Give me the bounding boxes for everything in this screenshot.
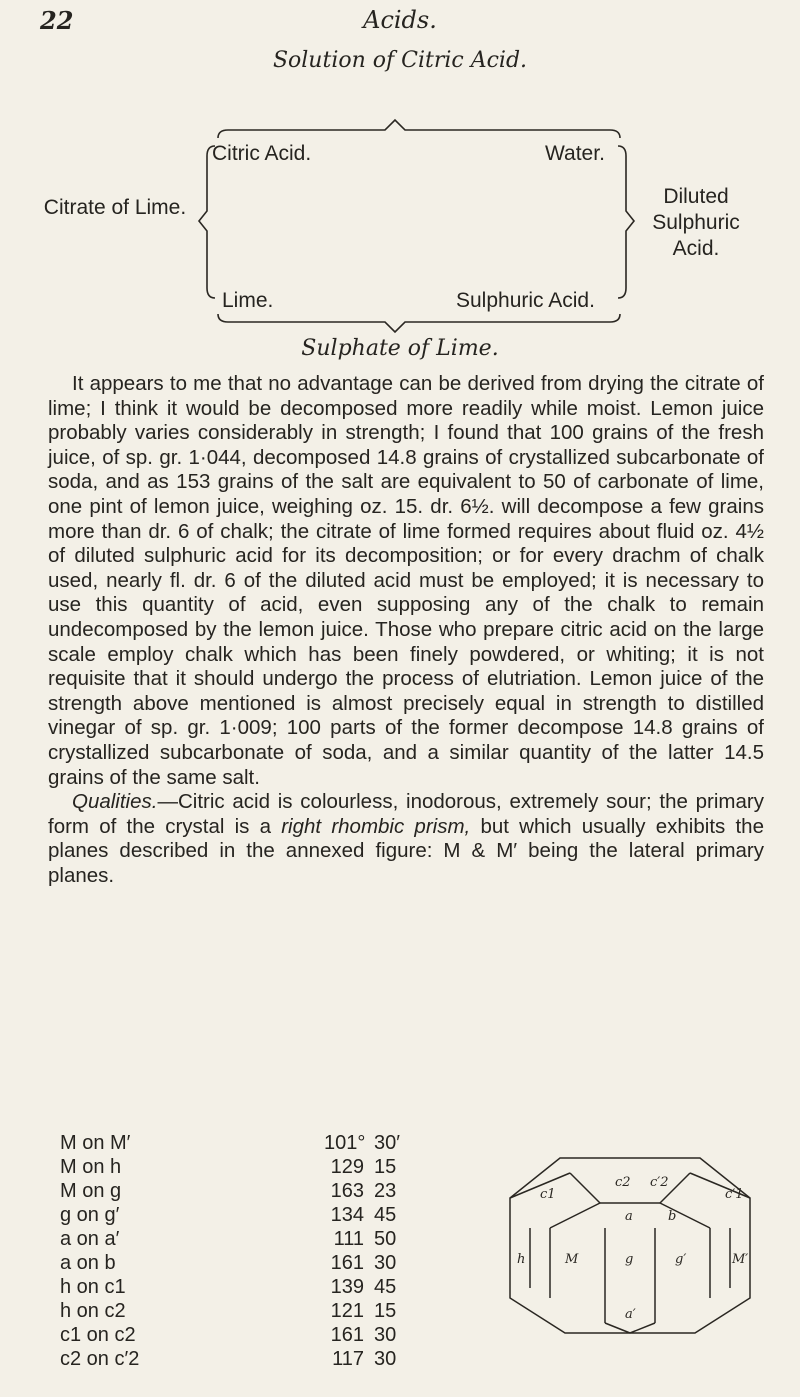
angle-degrees: 163 (330, 1180, 364, 1202)
crystal-edge (630, 1323, 655, 1333)
angle-label: h on c2 (60, 1300, 126, 1322)
angle-label: g on g′ (60, 1204, 120, 1226)
angle-degrees: 134 (330, 1204, 364, 1226)
qualities-heading: Qualities. (72, 790, 158, 814)
face-label: a (625, 1209, 633, 1224)
angle-minutes: 45 (374, 1276, 397, 1298)
diagram-left-group: Citrate of Lime. (43, 196, 187, 219)
angle-row (60, 1276, 397, 1300)
angle-label: a on b (60, 1252, 116, 1274)
diagram-right-group: Diluted Sulphuric Acid. (652, 185, 740, 260)
face-label: h (517, 1252, 526, 1267)
section-title: Solution of Citric Acid. (272, 48, 528, 73)
angle-label: M on h (60, 1156, 122, 1178)
angle-label: h on c1 (60, 1276, 126, 1298)
angle-label: a on a′ (60, 1228, 120, 1250)
paragraph-qualities (48, 790, 764, 888)
angle-label: M on g (60, 1180, 122, 1202)
decomposition-diagram (0, 76, 800, 346)
diagram-item-citric-acid: Citric Acid. (212, 142, 312, 165)
page-number: 22 (40, 6, 74, 35)
face-label: b (668, 1209, 677, 1224)
qualities-text-a: —Citric acid is colourless, inodorous, extremely sour; the primary form of the crystal is a (48, 790, 764, 838)
face-label: g (625, 1252, 634, 1267)
angle-minutes: 30′ (374, 1132, 400, 1154)
face-label: M′ (732, 1252, 749, 1267)
page-header (0, 4, 800, 44)
angle-degrees: 111 (333, 1228, 364, 1250)
angle-row (60, 1252, 397, 1276)
angle-degrees: 161 (330, 1324, 364, 1346)
angle-minutes: 30 (374, 1348, 397, 1370)
angle-minutes: 30 (374, 1324, 397, 1346)
angle-row (60, 1300, 397, 1324)
angle-row (60, 1156, 397, 1180)
angle-row (60, 1132, 400, 1156)
paragraph-main: It appears to me that no advantage can be derived from drying the citrate of lime; I think it would be decomposed more readily while moist. Lemon juice probably varies considerably in strength; I found that 100 grains of the fresh juice, of sp. gr. 1·044, decomposed 14.8 grains of crystallized subcarbonate of soda, and as 153 grains of the salt are equivalent to 50 of carbonate of lime, one pint of lemon juice, weighing oz. 15. dr. 6½. will decompose a few grains more than dr. 6 of chalk; the citrate of lime formed requires about fluid oz. 4½ of diluted sulphuric acid for its decomposition; or for every drachm of chalk used, nearly fl. dr. 6 of the diluted acid must be employed; it is necessary to use this quantity of acid, even supposing any of the chalk to remain undecomposed by the lemon juice. Those who prepare citric acid on the large scale employ chalk which has been finely powdered, or whiting; it is not requisite that it should undergo the process of elutriation. Lemon juice of the strength above mentioned is almost precisely equal in strength to distilled vinegar of sp. gr. 1·009; 100 parts of the former decompose 14.8 grains of crystallized subcarbonate of soda, and a similar quantity of the latter 14.5 grains of the same salt. (48, 372, 764, 789)
qualities-italic: right rhombic prism, (281, 814, 471, 838)
angle-degrees: 101° (324, 1132, 366, 1154)
face-label: M (565, 1252, 579, 1267)
diagram-product: Sulphate of Lime. (301, 336, 499, 361)
angle-label: c1 on c2 (60, 1324, 136, 1346)
diagram-item-water: Water. (545, 142, 605, 165)
angle-table (60, 1132, 400, 1372)
angle-degrees: 139 (330, 1276, 364, 1298)
angle-minutes: 15 (374, 1300, 397, 1322)
angle-degrees: 129 (330, 1156, 364, 1178)
crystal-edge (570, 1173, 600, 1203)
angle-minutes: 15 (374, 1156, 397, 1178)
diagram-item-sulphuric-acid: Sulphuric Acid. (456, 289, 595, 312)
angle-row (60, 1204, 397, 1228)
qualities-text-b: but which usually exhibits the planes described in the annexed figure: M & M′ being the lateral primary planes. (48, 814, 764, 887)
angle-minutes: 23 (374, 1180, 397, 1202)
angle-label: c2 on c′2 (60, 1348, 140, 1370)
face-label: a′ (625, 1307, 636, 1322)
angle-degrees: 117 (332, 1348, 364, 1370)
face-label: g′ (675, 1252, 687, 1267)
body-text (48, 372, 764, 888)
angle-minutes: 50 (374, 1228, 397, 1250)
face-label: c′2 (650, 1175, 669, 1190)
angle-row (60, 1180, 397, 1204)
angle-row (60, 1348, 397, 1372)
angle-minutes: 45 (374, 1204, 397, 1226)
face-label: c1 (540, 1187, 556, 1202)
angle-minutes: 30 (374, 1252, 397, 1274)
face-label: c2 (615, 1175, 631, 1190)
face-label: c′1 (725, 1187, 744, 1202)
angle-degrees: 161 (330, 1252, 364, 1274)
angle-row (60, 1324, 397, 1348)
angle-degrees: 121 (330, 1300, 364, 1322)
crystal-edge (605, 1323, 630, 1333)
running-title: Acids. (363, 6, 437, 34)
angle-label: M on M′ (60, 1132, 131, 1154)
angle-row (60, 1228, 397, 1252)
diagram-item-lime: Lime. (222, 289, 274, 312)
crystal-figure (500, 1148, 760, 1338)
crystal-edge (550, 1203, 600, 1228)
